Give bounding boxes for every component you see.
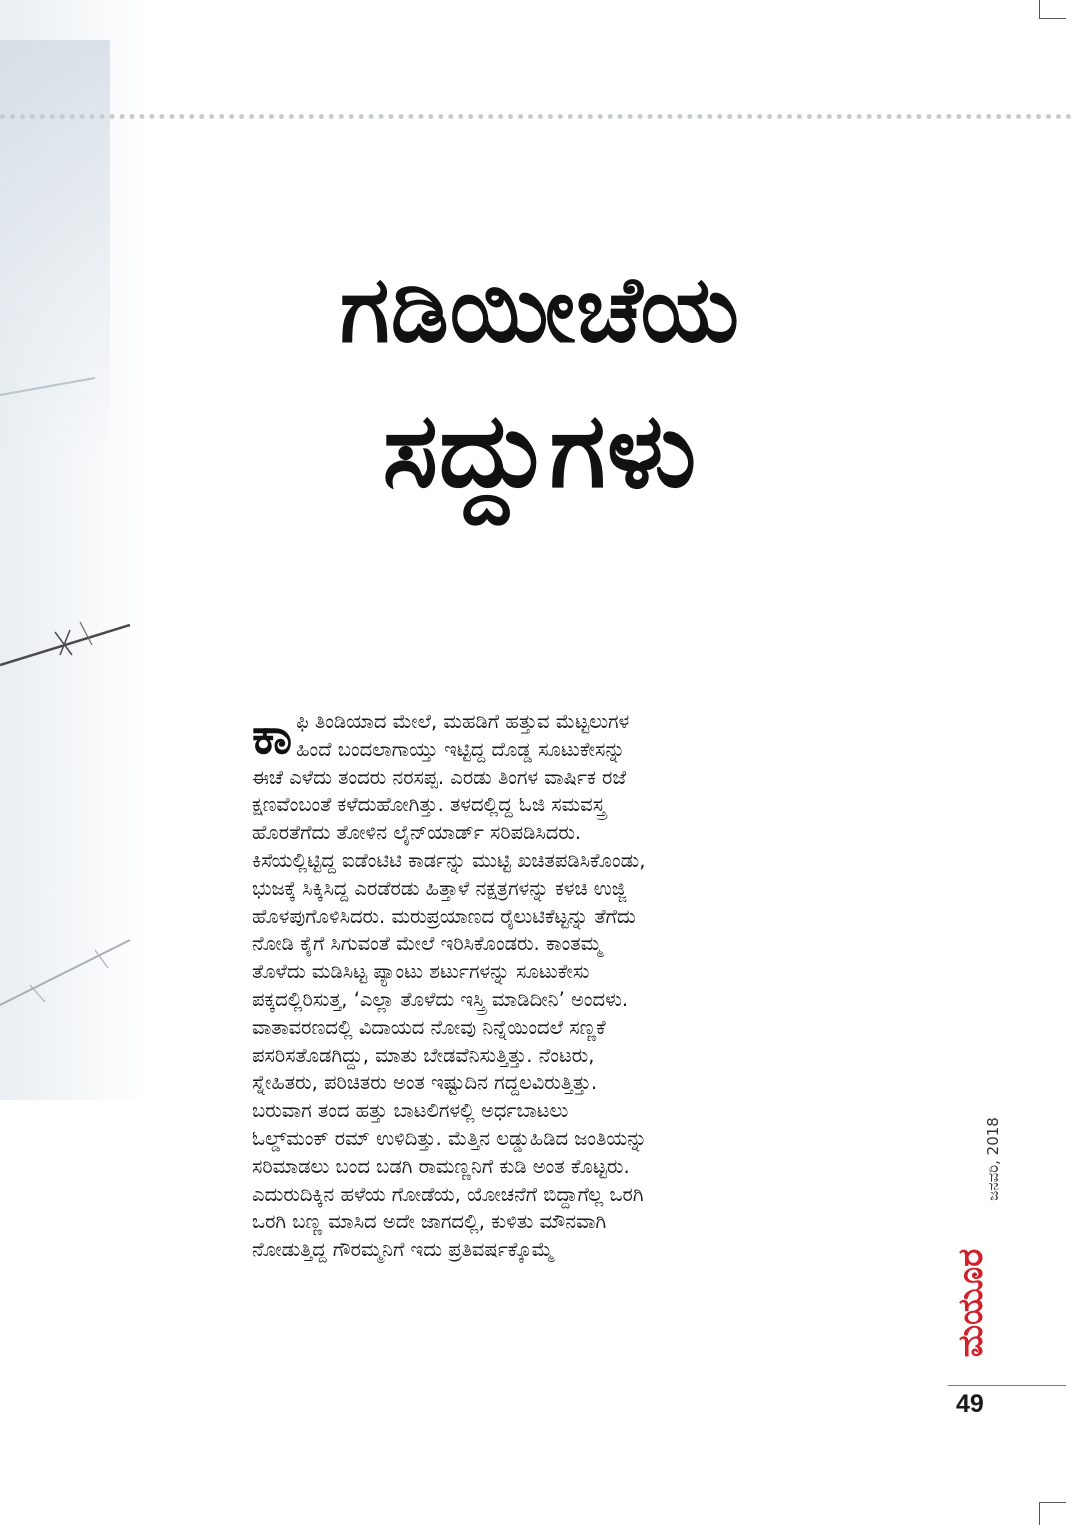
title-line-1: ಗಡಿಯೀಚೆಯ xyxy=(339,256,741,363)
body-line: ಕ್ಷಣವೆಂಬಂತೆ ಕಳೆದುಹೋಗಿತ್ತು. ತಳದಲ್ಲಿದ್ದ ಓಜಿ ಸಮವಸ್ತ್ರ xyxy=(252,793,606,817)
body-line: ಪಕ್ಕದಲ್ಲಿರಿಸುತ್ತ, ‘ಎಲ್ಲಾ ತೊಳೆದು ಇಸ್ತ್ರಿ ಮಾಡಿದೀನಿ’ ಅಂದಳು. xyxy=(252,987,629,1011)
body-line: ಭುಜಕ್ಕೆ ಸಿಕ್ಕಿಸಿದ್ದ ಎರಡೆರಡು ಹಿತ್ತಾಳೆ ನಕ್ಷತ್ರಗಳನ್ನು ಕಳಚಿ ಉಜ್ಜಿ xyxy=(252,876,627,900)
body-line: ಹೊರತೆಗೆದು ತೋಳಿನ ಲೈನ್‌ಯಾರ್ಡ್ ಸರಿಪಡಿಸಿದರು. xyxy=(252,821,582,845)
issue-date: ಜನವರಿ, 2018 xyxy=(984,1117,1002,1201)
page-number: 49 xyxy=(956,1390,984,1418)
body-line: ಓಲ್ಡ್‌ಮಂಕ್ ರಮ್ ಉಳಿದಿತ್ತು. ಮೆತ್ತಿನ ಲಡ್ಡುಹಿಡಿದ ಜಂತಿಯನ್ನು xyxy=(252,1126,647,1150)
body-line: ಈಚೆ ಎಳೆದು ತಂದರು ನರಸಪ್ಪ. ಎರಡು ತಿಂಗಳ ವಾರ್ಷಿಕ ರಜೆ xyxy=(252,765,627,789)
body-line: ತೊಳೆದು ಮಡಿಸಿಟ್ಟ ಪ್ಯಾಂಟು ಶರ್ಟುಗಳನ್ನು ಸೂಟುಕೇಸು xyxy=(252,960,590,984)
body-line: ಬರುವಾಗ ತಂದ ಹತ್ತು ಬಾಟಲಿಗಳಲ್ಲಿ ಅರ್ಧಬಾಟಲು xyxy=(252,1099,569,1123)
body-line: ನೋಡಿ ಕೈಗೆ ಸಿಗುವಂತೆ ಮೇಲೆ ಇರಿಸಿಕೊಂಡರು. ಕಾಂತಮ್ಮ xyxy=(252,932,602,956)
body-line: ನೋಡುತ್ತಿದ್ದ ಗೌರಮ್ಮನಿಗೆ ಇದು ಪ್ರತಿವರ್ಷಕ್ಕೊಮ್ಮೆ xyxy=(252,1238,554,1262)
page-number-rule xyxy=(948,1385,1066,1386)
barbed-wire-illustration xyxy=(0,0,150,1100)
body-line: ಕಿಸೆಯಲ್ಲಿಟ್ಟಿದ್ದ ಐಡೆಂಟಿಟಿ ಕಾರ್ಡನ್ನು ಮುಟ್ಟಿ ಖಚಿತಪಡಿಸಿಕೊಂಡು, xyxy=(252,848,646,872)
crop-mark-top xyxy=(1039,0,1066,19)
crop-mark-bottom xyxy=(1039,1502,1066,1525)
body-line: ಎದುರುದಿಕ್ಕಿನ ಹಳೆಯ ಗೋಡೆಯ, ಯೋಚನೆಗೆ ಬಿದ್ದಾಗೆಲ್ಲ ಒರಗಿ xyxy=(252,1182,644,1206)
body-line: ಫಿ ತಿಂಡಿಯಾದ ಮೇಲೆ, ಮಹಡಿಗೆ ಹತ್ತುವ ಮೆಟ್ಟಲುಗಳ xyxy=(296,710,630,733)
drop-cap: ಕಾ xyxy=(252,707,293,765)
body-line: ಸರಿಮಾಡಲು ಬಂದ ಬಡಗಿ ರಾಮಣ್ಣನಿಗೆ ಕುಡಿ ಅಂತ ಕೊಟ್ಟರು. xyxy=(252,1154,630,1178)
article-body xyxy=(252,708,800,1264)
magazine-logo: ಮಯೂರ xyxy=(951,1248,991,1358)
body-line: ವಾತಾವರಣದಲ್ಲಿ ವಿದಾಯದ ನೋವು ನಿನ್ನೆಯಿಂದಲೆ ಸಣ್ಣಕೆ xyxy=(252,1015,606,1039)
body-line: ಒರಗಿ ಬಣ್ಣ ಮಾಸಿದ ಅದೇ ಜಾಗದಲ್ಲಿ, ಕುಳಿತು ಮೌನವಾಗಿ xyxy=(252,1210,607,1234)
body-line: ಹೊಳಪುಗೊಳಿಸಿದರು. ಮರುಪ್ರಯಾಣದ ರೈಲುಟಿಕೆಟ್ಟನ್ನು ತೆಗೆದು xyxy=(252,904,636,928)
dotted-divider xyxy=(0,114,1072,119)
body-line: ಹಿಂದೆ ಬಂದಲಾಗಾಯ್ತು ಇಟ್ಟಿದ್ದ ದೊಡ್ಡ ಸೂಟುಕೇಸನ್ನು xyxy=(296,737,626,761)
body-line: ಪಸರಿಸತೊಡಗಿದ್ದು, ಮಾತು ಬೇಡವೆನಿಸುತ್ತಿತ್ತು. ನೆಂಟರು, xyxy=(252,1043,595,1067)
title-line-2: ಸದ್ದುಗಳು xyxy=(382,389,698,511)
body-line: ಸ್ನೇಹಿತರು, ಪರಿಚಿತರು ಅಂತ ಇಷ್ಟುದಿನ ಗದ್ದಲವಿರುತ್ತಿತ್ತು. xyxy=(252,1071,598,1095)
article-title xyxy=(240,245,840,525)
